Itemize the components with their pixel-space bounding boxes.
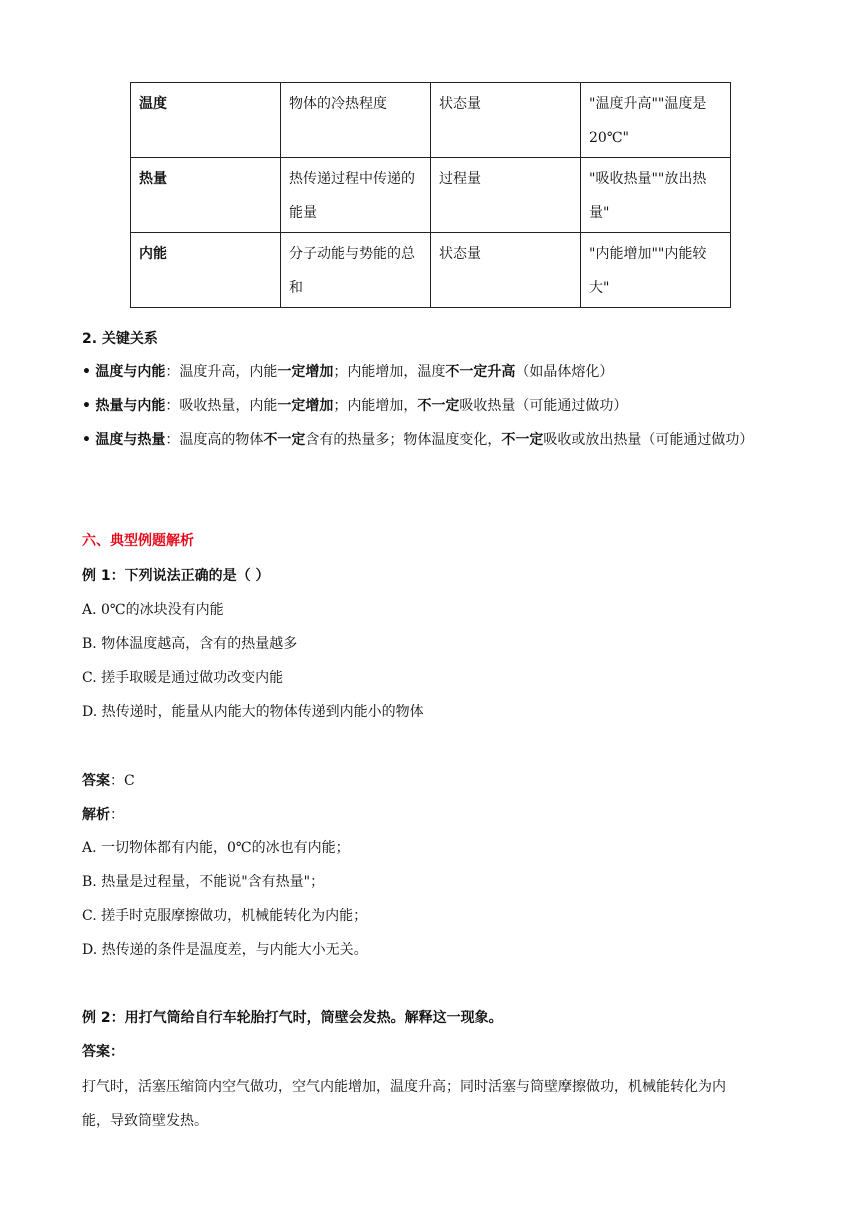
relation-label: 温度与热量 (95, 432, 166, 448)
relation-emphasis: 不一定 (501, 432, 544, 448)
section-title: 六、典型例题解析 (82, 533, 194, 549)
answer-label: 答案 (82, 773, 110, 789)
option-d: D. 热传递时，能量从内能大的物体传递到内能小的物体 (82, 704, 424, 720)
bullet: • (82, 398, 91, 414)
term-cell: 热量 (131, 158, 281, 233)
relation-text: ：吸收热量，内能 (165, 398, 278, 414)
relations-heading: 2. 关键关系 (82, 331, 158, 347)
analysis-colon: ： (110, 807, 124, 823)
usage-cell: "吸收热量""放出热量" (581, 158, 731, 233)
usage-cell: "温度升高""温度是20℃" (581, 83, 731, 158)
analysis-d: D. 热传递的条件是温度差，与内能大小无关。 (82, 942, 368, 958)
example-2-answer-line-1: 打气时，活塞压缩筒内空气做功，空气内能增加，温度升高；同时活塞与筒壁摩擦做功，机械能转化为内 (82, 1079, 726, 1095)
example-2-answer-label: 答案： (82, 1044, 124, 1060)
bullet: • (82, 364, 91, 380)
relation-emphasis: 一定增加 (277, 364, 334, 380)
definition-cell: 分子动能与势能的总和 (281, 233, 431, 308)
example-1-question: 例 1：下列说法正确的是（ ） (82, 568, 270, 584)
relation-text: （如晶体熔化） (515, 364, 614, 380)
concept-comparison-table (130, 82, 731, 308)
relation-text: ；内能增加，温度 (333, 364, 446, 380)
relation-emphasis: 不一定升高 (445, 364, 516, 380)
relation-label: 温度与内能 (95, 364, 166, 380)
definition-cell: 热传递过程中传递的能量 (281, 158, 431, 233)
analysis-a: A. 一切物体都有内能，0℃的冰也有内能； (82, 840, 350, 856)
relation-item (82, 423, 782, 457)
relation-label: 热量与内能 (95, 398, 166, 414)
relation-item (82, 355, 782, 389)
definition-cell: 物体的冷热程度 (281, 83, 431, 158)
term-cell: 温度 (131, 83, 281, 158)
example-2-answer-line-2: 能，导致筒壁发热。 (82, 1113, 208, 1129)
relation-text: ：温度升高，内能 (165, 364, 278, 380)
bullet: • (82, 432, 91, 448)
relation-emphasis: 一定增加 (277, 398, 334, 414)
relation-text: ；内能增加， (333, 398, 418, 414)
relation-emphasis: 不一定 (417, 398, 460, 414)
usage-cell: "内能增加""内能较大" (581, 233, 731, 308)
type-cell: 状态量 (431, 83, 581, 158)
relation-text: 吸收或放出热量（可能通过做功） (543, 432, 754, 448)
analysis-label: 解析 (82, 807, 110, 823)
table-row (131, 233, 731, 308)
example-2-question: 例 2：用打气筒给自行车轮胎打气时，筒壁会发热。解释这一现象。 (82, 1010, 503, 1026)
type-cell: 状态量 (431, 233, 581, 308)
term-cell: 内能 (131, 233, 281, 308)
relation-text: 吸收热量（可能通过做功） (459, 398, 628, 414)
type-cell: 过程量 (431, 158, 581, 233)
analysis-b: B. 热量是过程量，不能说"含有热量"； (82, 874, 325, 890)
example-1-analysis-heading (82, 798, 782, 832)
relation-text: ：温度高的物体 (165, 432, 264, 448)
example-1-answer (82, 764, 782, 798)
relation-emphasis: 不一定 (263, 432, 306, 448)
option-b: B. 物体温度越高，含有的热量越多 (82, 636, 298, 652)
relation-item (82, 389, 782, 423)
option-c: C. 搓手取暖是通过做功改变内能 (82, 670, 284, 686)
relation-text: 含有的热量多；物体温度变化， (305, 432, 502, 448)
analysis-c: C. 搓手时克服摩擦做功，机械能转化为内能； (82, 908, 368, 924)
table-row (131, 83, 731, 158)
answer-value: ：C (110, 773, 135, 789)
option-a: A. 0℃的冰块没有内能 (82, 602, 224, 618)
table-row (131, 158, 731, 233)
